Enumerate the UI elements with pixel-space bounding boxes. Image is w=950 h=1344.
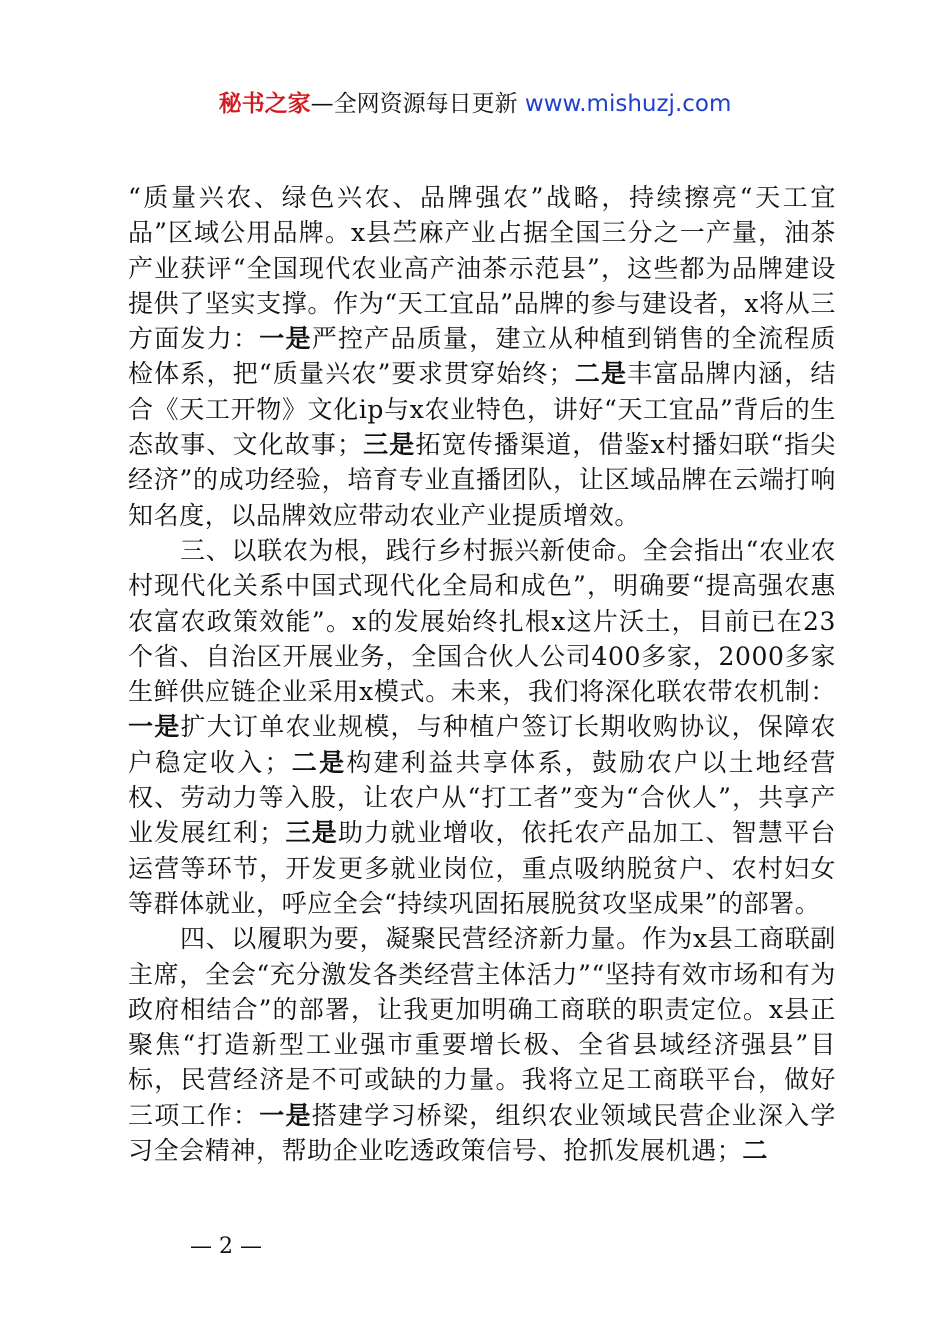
paragraph-text: 搭建学习桥梁，组织农业领域民营企业深入学习全会精神，帮助企业吃透政策信号、抢抓发展机遇；: [128, 1100, 836, 1166]
site-url-link[interactable]: www.mishuzj.com: [524, 91, 732, 117]
paragraph: [128, 180, 836, 533]
point-marker: 二是: [574, 359, 628, 389]
paragraph-text: “质量兴农、绿色兴农、品牌强农”战略，持续擦亮“天工宜品”区域公用品牌。x县苎麻产业占据全国三分之一产量，油茶产业获评“全国现代农业高产油茶示范县”，这些都为品牌建设提供了坚实支撑。作为“天工宜品”品牌的参与建设者，x将从三方面发力：: [128, 183, 836, 354]
paragraph-text: 严控产品质量，建立从种植到销售的全流程质检体系，把“质量兴农”要求贯穿始终；: [128, 324, 836, 389]
point-marker: 一是: [128, 712, 181, 742]
paragraph-text: 构建利益共享体系，鼓励农户以土地经营权、劳动力等入股，让农户从“打工者”变为“合伙人”，共享产业发展红利；: [128, 747, 836, 848]
point-marker: 三是: [362, 430, 416, 460]
paragraph-text: 丰富品牌内涵，结合《天工开物》文化ip与x农业特色，讲好“天工宜品”背后的生态故事、文化故事；: [128, 359, 836, 460]
header-tagline: —全网资源每日更新: [310, 91, 525, 117]
point-marker: 一是: [259, 324, 312, 354]
paragraph: [128, 533, 836, 921]
point-marker: 二: [742, 1136, 769, 1166]
point-marker: 三是: [284, 818, 338, 848]
paragraph-text: 拓宽传播渠道，借鉴x村播妇联“指尖经济”的成功经验，培育专业直播团队，让区域品牌在云端打响知名度，以品牌效应带动农业产业提质增效。: [128, 430, 836, 530]
document-body: [128, 180, 836, 1168]
paragraph: [128, 921, 836, 1168]
page-number: — 2 —: [190, 1234, 262, 1259]
point-marker: 二是: [290, 747, 347, 777]
paragraph-text: 助力就业增收，依托农产品加工、智慧平台运营等环节，开发更多就业岗位，重点吸纳脱贫户、农村妇女等群体就业，呼应全会“持续巩固拓展脱贫攻坚成果”的部署。: [128, 818, 836, 918]
site-header: [0, 88, 950, 120]
brand-name: 秘书之家: [218, 91, 311, 117]
paragraph-text: 四、以履职为要，凝聚民营经济新力量。作为x县工商联副主席，全会“充分激发各类经营主体活力”“坚持有效市场和有为政府相结合”的部署，让我更加明确工商联的职责定位。x县正聚焦“打造新型工业强市重要增长极、全省县域经济强县”目标，民营经济是不可或缺的力量。我将立足工商联平台，做好三项工作：: [128, 924, 836, 1130]
paragraph-text: 扩大订单农业规模，与种植户签订长期收购协议，保障农户稳定收入；: [128, 712, 836, 777]
paragraph-text: 三、以联农为根，践行乡村振兴新使命。全会指出“农业农村现代化关系中国式现代化全局和成色”，明确要“提高强农惠农富农政策效能”。x的发展始终扎根x这片沃土，目前已在23个省、自治区开展业务，全国合伙人公司400多家，2000多家生鲜供应链企业采用x模式。未来，我们将深化联农带农机制：: [128, 535, 836, 707]
point-marker: 一是: [259, 1100, 312, 1130]
